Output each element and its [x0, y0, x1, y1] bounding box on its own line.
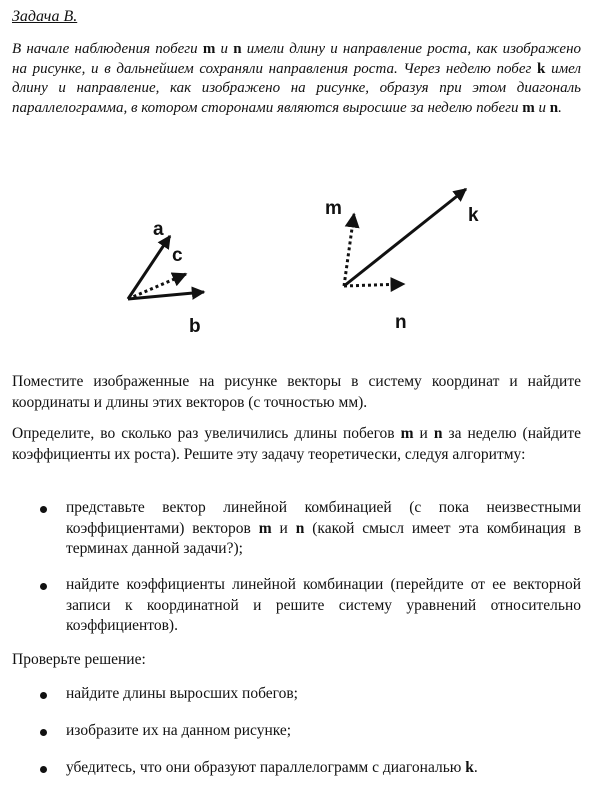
bullet-lengths: найдите длины выросших побегов;: [66, 685, 298, 702]
b5-text: убедитесь, что они образуют параллелограмм с диагональю: [66, 759, 466, 776]
vector-n-label: n: [549, 99, 559, 116]
vector-m-arrow: [344, 214, 354, 286]
intro-text-3: имел длину и направление, как изображено на рисунке, образуя при этом диагональ параллелограмма, в котором сторонами являются выросшие за неделю побеги: [12, 60, 581, 116]
label-c: c: [172, 245, 183, 266]
vector-n-label: n: [295, 519, 305, 537]
label-n: n: [395, 312, 407, 333]
vector-k-label: k: [537, 60, 546, 77]
intro-and: и: [534, 99, 550, 116]
b1-text-1: представьте вектор линейной комбинацией (с пока неизвестными коэффициентами) векторов: [66, 499, 581, 537]
vector-n-arrow: [344, 284, 404, 286]
vector-k-arrow: [344, 189, 466, 286]
p2-text-2: за неделю (найдите коэффициенты их роста). Решите эту задачу теоретически, следуя алгоритму:: [12, 425, 581, 463]
task-title: Задача В.: [12, 8, 78, 25]
label-b: b: [189, 316, 201, 337]
intro-text-2: имели длину и направление роста, как изображено на рисунке, и в дальнейшем сохраняли направления роста. Через неделю побег: [12, 41, 582, 77]
bullet-dot: [40, 692, 47, 699]
vector-n-label: n: [233, 41, 242, 57]
vector-n-label: n: [433, 425, 443, 442]
paragraph-check: Проверьте решение:: [12, 651, 146, 668]
bullet-coefficients: найдите коэффициенты линейной комбинации (перейдите от ее векторной записи к координатной и решите систему уравнений относительно коэффициентов).: [66, 576, 581, 634]
vector-a-arrow: [128, 236, 170, 299]
vector-m-label: m: [202, 41, 216, 57]
vector-m-label: m: [258, 519, 272, 537]
paragraph-coordinates: Поместите изображенные на рисунке векторы в систему координат и найдите координаты и длины этих векторов (с точностью мм).: [12, 373, 581, 411]
bullet-linear-combination: [66, 498, 581, 560]
paragraph-growth: [12, 424, 581, 465]
vector-k-label: k: [465, 759, 474, 776]
bullet-dot: [40, 506, 47, 513]
intro-and: и: [215, 41, 234, 57]
label-k: k: [468, 205, 479, 226]
bullet-dot: [40, 729, 47, 736]
b1-and: и: [271, 519, 296, 537]
b5-end: .: [473, 759, 478, 776]
bullet-dot: [40, 766, 47, 773]
vector-m-label: m: [522, 99, 535, 116]
task-intro: [12, 40, 581, 118]
intro-text-1: В начале наблюдения побеги: [12, 41, 203, 57]
label-m: m: [325, 198, 342, 219]
bullet-parallelogram: [66, 758, 581, 779]
p2-text-1: Определите, во сколько раз увеличились длины побегов: [12, 425, 401, 442]
b1-text-2: (какой смысл имеет эта комбинация в терминах данной задачи?);: [66, 519, 582, 557]
bullet-draw: изобразите их на данном рисунке;: [66, 722, 292, 739]
intro-end: .: [558, 99, 562, 116]
p2-and: и: [413, 425, 434, 442]
bullet-dot: [40, 583, 47, 590]
vectors-figure: [0, 170, 601, 360]
vector-m-label: m: [400, 425, 414, 442]
label-a: a: [153, 219, 164, 240]
